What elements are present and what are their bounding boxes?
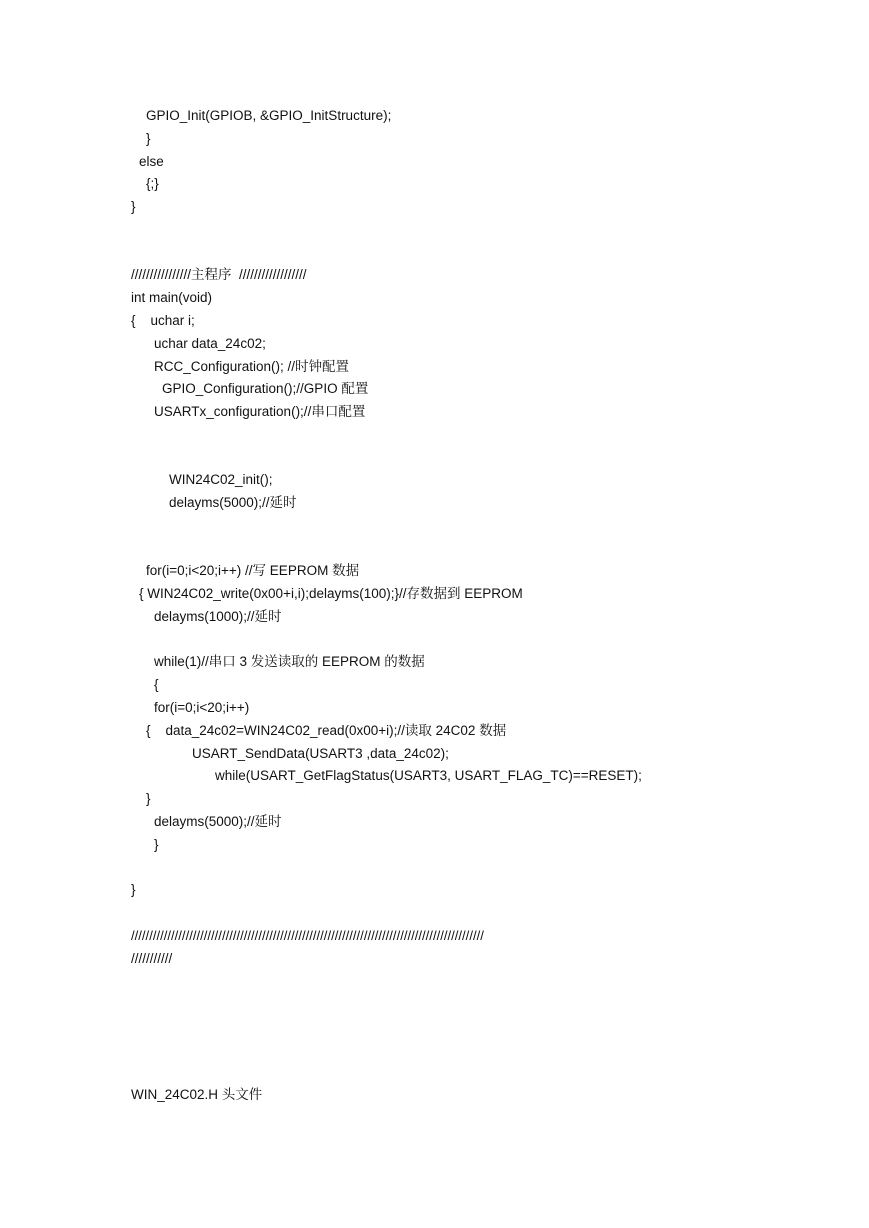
code-line: } — [146, 791, 151, 806]
code-line: delayms(5000);//延时 — [169, 495, 297, 510]
code-line: GPIO_Configuration();//GPIO 配置 — [162, 381, 369, 396]
section-heading-main-program: ////////////////主程序 ////////////////// — [131, 267, 307, 282]
separator-comment: /////////// — [131, 951, 173, 966]
code-line: GPIO_Init(GPIOB, &GPIO_InitStructure); — [146, 108, 392, 123]
code-line: } — [131, 882, 136, 897]
code-line: { — [154, 677, 159, 692]
code-line: while(USART_GetFlagStatus(USART3, USART_FLAG_TC)==RESET); — [215, 768, 642, 783]
separator-comment: ///////////////////////////////////////////////////////////////////////////////////////////////// — [131, 928, 484, 943]
code-line: { WIN24C02_write(0x00+i,i);delayms(100);}//存数据到 EEPROM — [139, 586, 523, 601]
code-line: delayms(5000);//延时 — [154, 814, 282, 829]
header-file-title: WIN_24C02.H 头文件 — [131, 1087, 263, 1102]
code-line: { data_24c02=WIN24C02_read(0x00+i);//读取 24C02 数据 — [146, 723, 507, 738]
code-line: else — [139, 154, 164, 169]
code-line: WIN24C02_init(); — [169, 472, 273, 487]
code-line: delayms(1000);//延时 — [154, 609, 282, 624]
code-line: USARTx_configuration();//串口配置 — [154, 404, 366, 419]
code-line: } — [146, 131, 151, 146]
code-line: for(i=0;i<20;i++) //写 EEPROM 数据 — [146, 563, 360, 578]
code-line: USART_SendData(USART3 ,data_24c02); — [192, 746, 449, 761]
code-line: RCC_Configuration(); //时钟配置 — [154, 359, 350, 374]
code-line: } — [131, 199, 136, 214]
code-line: uchar data_24c02; — [154, 336, 266, 351]
code-line: } — [154, 837, 159, 852]
code-line: for(i=0;i<20;i++) — [154, 700, 250, 715]
code-line: { uchar i; — [131, 313, 195, 328]
code-line: {;} — [146, 176, 159, 191]
code-line: while(1)//串口 3 发送读取的 EEPROM 的数据 — [154, 654, 425, 669]
code-line: int main(void) — [131, 290, 213, 305]
